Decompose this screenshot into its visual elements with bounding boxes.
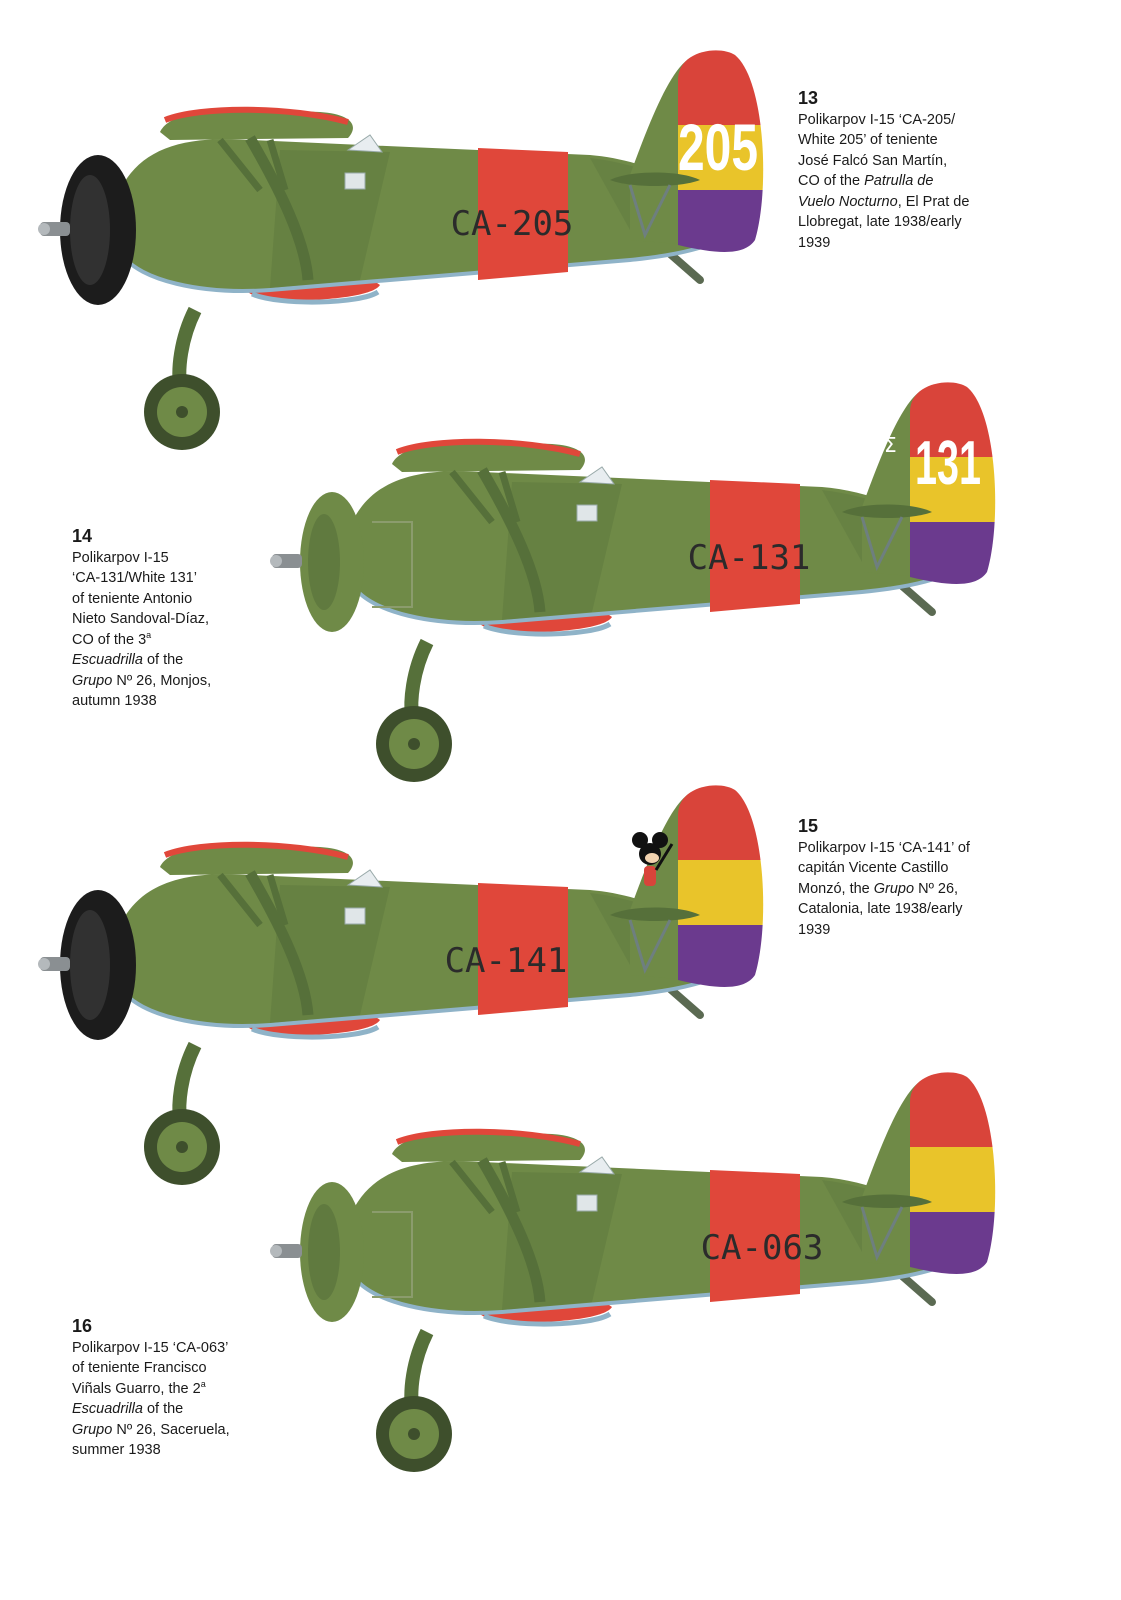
rudder-purple-band: [678, 190, 778, 270]
caption-text: Catalonia, late 1938/early: [798, 901, 963, 917]
caption-line: [798, 151, 969, 172]
rudder-red-band: [678, 775, 778, 860]
caption-line: [798, 920, 970, 941]
caption-text: 1939: [798, 921, 831, 938]
caption-line: [798, 858, 970, 879]
caption-line: [798, 110, 969, 131]
caption-italic: Vuelo Nocturno: [798, 193, 898, 210]
propeller-spinner: [270, 555, 282, 567]
caption-text: Polikarpov I-15: [72, 549, 169, 566]
caption-line: [72, 1399, 230, 1420]
caption-text: ‘CA-131/White 131’: [72, 570, 197, 586]
caption-line: [72, 1420, 230, 1441]
fuselage-code: CA-205: [450, 204, 574, 244]
rudder-purple-band: [910, 522, 1010, 602]
caption-italic: Patrulla de: [864, 173, 934, 189]
caption-13: [798, 88, 969, 253]
caption-text: summer 1938: [72, 1442, 161, 1458]
caption-text: of the: [142, 1401, 184, 1417]
tail-number: 205: [678, 110, 758, 184]
caption-text: CO of the 3: [72, 631, 147, 648]
caption-text: Nº 26, Saceruela,: [112, 1421, 230, 1438]
landing-strut: [411, 642, 427, 717]
caption-text: White 205’ of teniente: [798, 132, 938, 148]
fuselage-code: CA-063: [700, 1228, 824, 1268]
caption-line: [72, 548, 211, 569]
caption-line: [798, 212, 969, 233]
caption-superscript: a: [200, 1378, 206, 1389]
caption-line: [72, 1379, 230, 1400]
caption-italic: Escuadrilla: [72, 652, 143, 668]
rudder: [678, 775, 778, 1005]
caption-text: Polikarpov I-15 ‘CA-063’: [72, 1339, 229, 1356]
rudder: [910, 1062, 1010, 1292]
rudder-purple-band: [678, 925, 778, 1005]
windscreen: [580, 1157, 614, 1174]
windscreen: [348, 870, 382, 887]
caption-line: [798, 130, 969, 151]
engine-cowling-highlight: [70, 175, 110, 285]
caption-italic: Grupo: [873, 880, 915, 897]
fuselage-panel: [577, 1195, 597, 1211]
caption-line: [72, 1358, 230, 1379]
caption-text: Viñals Guarro, the 2: [72, 1380, 201, 1397]
propeller-spinner: [38, 223, 50, 235]
caption-line: [72, 609, 211, 630]
landing-strut: [411, 1332, 427, 1407]
caption-text: of the: [142, 652, 184, 668]
caption-line: [798, 192, 969, 213]
profile-number: 15: [798, 816, 819, 836]
caption-line: [72, 630, 211, 651]
propeller-spinner: [270, 1245, 282, 1257]
tail-emblem: 3Σ: [871, 433, 897, 457]
caption-text: , El Prat de: [897, 193, 970, 210]
rudder-purple-band: [910, 1212, 1010, 1292]
profile-number: 14: [72, 526, 93, 546]
aircraft-profile-14: [262, 372, 1022, 782]
wheel-axle: [176, 406, 188, 418]
windscreen: [348, 135, 382, 152]
caption-14: [72, 526, 211, 712]
caption-text: Polikarpov I-15 ‘CA-141’ of: [798, 839, 970, 856]
engine-cowling-highlight: [70, 910, 110, 1020]
fuselage-panel: [577, 505, 597, 521]
profile-number: 16: [72, 1316, 93, 1336]
aircraft-art: [270, 372, 1010, 782]
caption-text: autumn 1938: [72, 693, 157, 709]
windscreen: [580, 467, 614, 484]
caption-italic: Grupo: [72, 1421, 113, 1438]
aircraft-profile-16: [262, 1062, 1022, 1472]
caption-text: Polikarpov I-15 ‘CA-205/: [798, 111, 956, 128]
landing-strut: [179, 310, 195, 385]
engine-cowling-shade: [308, 514, 340, 610]
aircraft-art: [270, 1062, 1010, 1472]
caption-text: Nº 26, Monjos,: [112, 672, 212, 689]
rudder-red-band: [910, 1062, 1010, 1147]
caption-line: [72, 1440, 230, 1461]
caption-line: [72, 1338, 230, 1359]
tail-number: 131: [915, 429, 981, 498]
caption-text: 1939: [798, 234, 831, 251]
mickey-face: [645, 853, 659, 863]
caption-text: capitán Vicente Castillo: [798, 860, 949, 876]
caption-line: [72, 589, 211, 610]
fuselage-code: CA-131: [687, 538, 811, 578]
mickey-body: [644, 866, 656, 886]
caption-text: Nº 26,: [914, 880, 959, 897]
caption-italic: Escuadrilla: [72, 1401, 143, 1417]
caption-superscript: a: [146, 629, 152, 640]
caption-italic: Grupo: [72, 672, 113, 689]
fuselage-panel: [345, 908, 365, 924]
landing-strut: [179, 1045, 195, 1120]
caption-line: [72, 671, 211, 692]
caption-text: Llobregat, late 1938/early: [798, 214, 962, 230]
caption-text: Nieto Sandoval-Díaz,: [72, 611, 210, 627]
wheel-axle: [176, 1141, 188, 1153]
caption-text: José Falcó San Martín,: [798, 152, 948, 169]
wheel-axle: [408, 1428, 420, 1440]
caption-line: [72, 691, 211, 712]
caption-text: of teniente Francisco: [72, 1360, 207, 1376]
caption-line: [72, 650, 211, 671]
caption-line: [798, 171, 969, 192]
fuselage-panel: [345, 173, 365, 189]
caption-text: of teniente Antonio: [72, 590, 193, 607]
caption-line: [798, 233, 969, 254]
caption-16: [72, 1316, 230, 1461]
caption-line: [72, 568, 211, 589]
caption-line: [798, 838, 970, 859]
caption-text: Monzó, the: [798, 880, 874, 897]
caption-line: [798, 879, 970, 900]
profile-number: 13: [798, 88, 819, 108]
caption-text: CO of the: [798, 173, 865, 189]
wheel-axle: [408, 738, 420, 750]
fuselage-code: CA-141: [444, 941, 568, 981]
engine-cowling-shade: [308, 1204, 340, 1300]
caption-line: [798, 899, 970, 920]
propeller-spinner: [38, 958, 50, 970]
caption-15: [798, 816, 970, 940]
